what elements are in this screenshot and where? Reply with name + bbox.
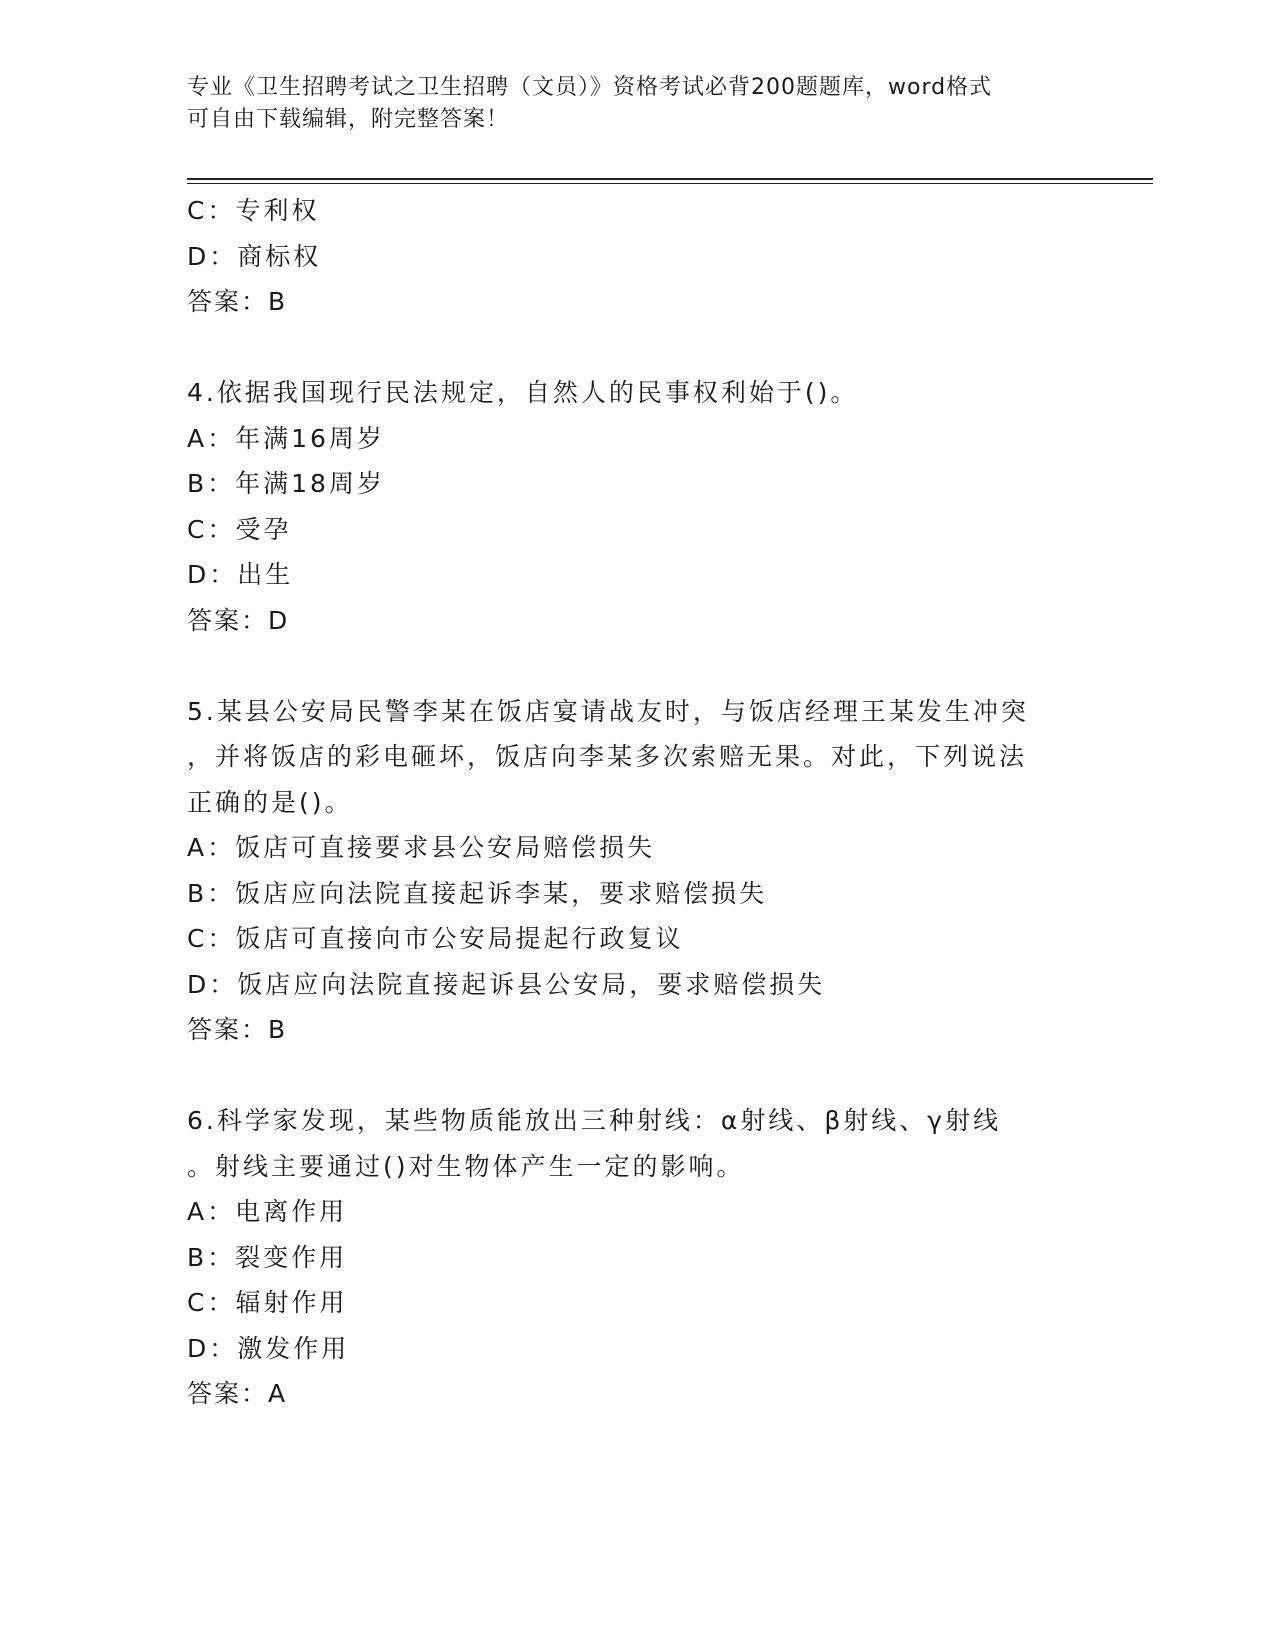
spacer (187, 1053, 1087, 1099)
option-d: D：出生 (187, 560, 294, 589)
option-c: C：受孕 (187, 514, 292, 544)
answer-line: 答案：B (187, 287, 288, 316)
option-a: A：电离作用 (187, 1197, 348, 1226)
option-b: B：年满18周岁 (187, 469, 385, 498)
answer-line: 答案：B (187, 1015, 288, 1044)
option-c: C：饭店可直接向市公安局提起行政复议 (187, 924, 684, 953)
option-a: A：饭店可直接要求县公安局赔偿损失 (187, 833, 656, 862)
question-stem (187, 689, 1067, 826)
option-d: D：商标权 (187, 241, 322, 271)
header-line-1: 专业《卫生招聘考试之卫生招聘（文员）》资格考试必背200题题库，word格式 (187, 75, 993, 100)
option-c: C：专利权 (187, 196, 320, 225)
spacer (187, 325, 1087, 371)
question-stem-line: 正确的是()。 (187, 787, 353, 817)
question-stem-line: 4.依据我国现行民法规定，自然人的民事权利始于()。 (187, 378, 859, 407)
spacer (187, 643, 1087, 689)
option-d: D：激发作用 (187, 1333, 350, 1363)
option-b: B：饭店应向法院直接起诉李某，要求赔偿损失 (187, 878, 768, 908)
question-stem (187, 1098, 1067, 1189)
question-stem (187, 370, 1067, 416)
question-stem-line: 。射线主要通过()对生物体产生一定的影响。 (187, 1151, 745, 1181)
question-stem-line: 6.科学家发现，某些物质能放出三种射线：α射线、β射线、γ射线 (187, 1106, 1002, 1135)
question-stem-line: ，并将饭店的彩电砸坏，饭店向李某多次索赔无果。对此，下列说法 (187, 742, 1028, 771)
option-d: D：饭店应向法院直接起诉县公安局，要求赔偿损失 (187, 969, 826, 999)
document-body (187, 188, 1087, 1417)
answer-line: 答案：A (187, 1379, 288, 1408)
document-header (187, 72, 1067, 136)
answer-line: 答案：D (187, 605, 290, 635)
header-line-2: 可自由下载编辑，附完整答案！ (187, 107, 510, 132)
option-a: A：年满16周岁 (187, 423, 385, 453)
header-divider (187, 178, 1153, 184)
question-stem-line: 5.某县公安局民警李某在饭店宴请战友时，与饭店经理王某发生冲突 (187, 696, 1029, 726)
option-c: C：辐射作用 (187, 1288, 348, 1317)
option-b: B：裂变作用 (187, 1242, 348, 1272)
